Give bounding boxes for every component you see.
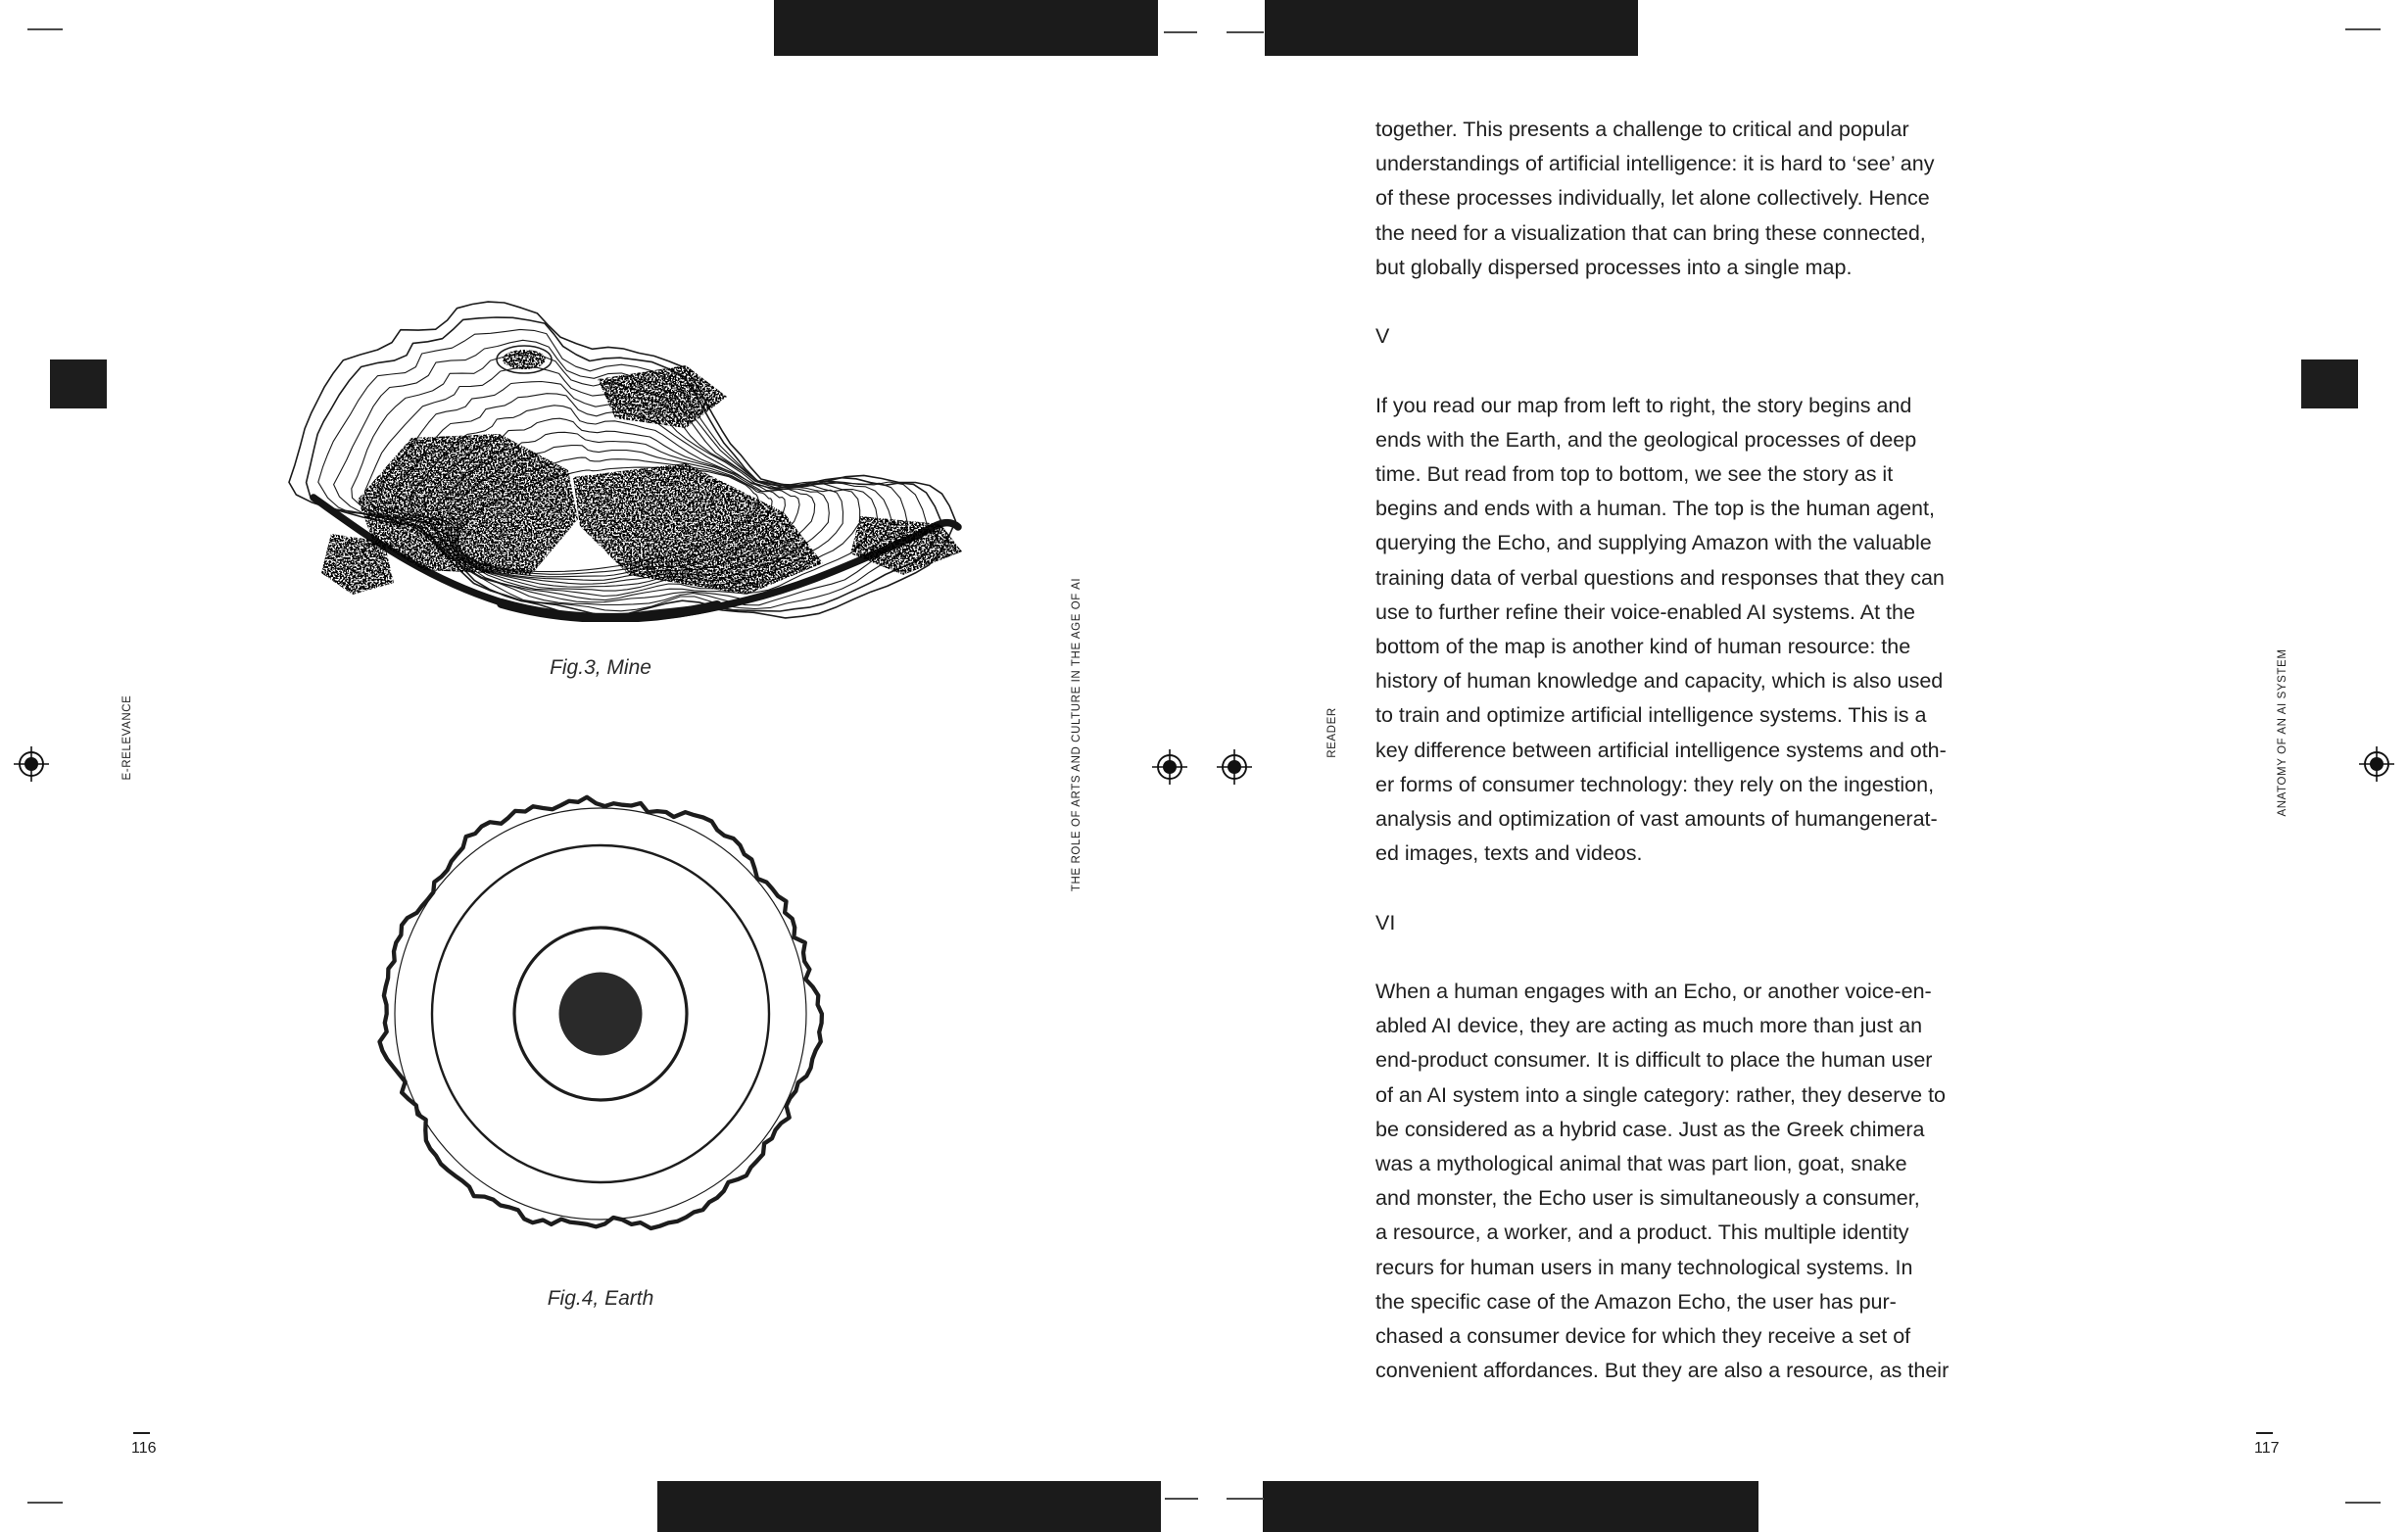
section-heading <box>1375 319 2042 354</box>
text-line: recurs for human users in many technological systems. In <box>1375 1255 1913 1279</box>
trim-mark <box>27 28 63 30</box>
text-line: querying the Echo, and supplying Amazon with the valuable <box>1375 531 1932 555</box>
registration-target-icon <box>12 744 51 784</box>
text-line: analysis and optimization of vast amounts of humangenerat- <box>1375 807 1938 832</box>
figure-caption: Fig.3, Mine <box>550 656 651 679</box>
text-line: and monster, the Echo user is simultaneously a consumer, <box>1375 1186 1920 1211</box>
text-line: together. This presents a challenge to critical and popular <box>1375 118 1909 141</box>
text-line: key difference between artificial intelligence systems and oth- <box>1375 738 1947 762</box>
trim-mark <box>1164 31 1197 33</box>
trim-mark <box>1227 1498 1264 1500</box>
folio-rule <box>133 1432 150 1434</box>
margin-label-reader: READER <box>1326 707 1338 758</box>
paragraph <box>1375 113 2042 285</box>
text-line: V <box>1375 324 1390 349</box>
registration-target-icon <box>2357 744 2396 784</box>
text-line: be considered as a hybrid case. Just as the Greek chimera <box>1375 1117 1925 1141</box>
page-number-left: 116 <box>131 1440 157 1457</box>
trim-mark <box>2345 28 2381 30</box>
printer-bar-top-right <box>1265 0 1638 56</box>
mine-contour-figure <box>274 289 970 622</box>
text-line: history of human knowledge and capacity, which is also used <box>1375 669 1944 694</box>
text-line: a resource, a worker, and a product. This multiple identity <box>1375 1221 1909 1245</box>
trim-mark <box>27 1502 63 1504</box>
text-line: of an AI system into a single category: rather, they deserve to <box>1375 1082 1947 1107</box>
color-patch <box>50 359 107 408</box>
text-line: the need for a visualization that can bring these connected, <box>1375 220 1926 245</box>
text-line: If you read our map from left to right, the story begins and <box>1375 393 1912 417</box>
text-line: was a mythological animal that was part lion, goat, snake <box>1375 1152 1907 1176</box>
registration-target-icon <box>1150 747 1189 787</box>
registration-mark-icon <box>1150 747 1189 787</box>
margin-label-chapter: ANATOMY OF AN AI SYSTEM <box>2277 648 2288 817</box>
page-number-right: 117 <box>2254 1440 2280 1457</box>
printer-bar-bottom-right <box>1263 1481 1758 1532</box>
text-line: chased a consumer device for which they receive a set of <box>1375 1324 1911 1349</box>
text-line: begins and ends with a human. The top is the human agent, <box>1375 497 1935 521</box>
text-line: end-product consumer. It is difficult to place the human user <box>1375 1048 1933 1073</box>
figure-caption: Fig.4, Earth <box>547 1287 654 1310</box>
registration-target-icon <box>1215 747 1254 787</box>
text-line: training data of verbal questions and responses that they can <box>1375 565 1945 590</box>
article-text-column <box>1375 113 2042 1423</box>
printer-bar-bottom-left <box>657 1481 1161 1532</box>
margin-label-subtitle: THE ROLE OF ARTS AND CULTURE IN THE AGE OF AI <box>1071 577 1083 892</box>
text-line: but globally dispersed processes into a single map. <box>1375 255 1853 279</box>
section-heading <box>1375 906 2042 940</box>
text-line: understandings of artificial intelligence: it is hard to ‘see’ any <box>1375 152 1935 176</box>
margin-label-series: E-RELEVANCE <box>121 694 133 781</box>
text-line: bottom of the map is another kind of human resource: the <box>1375 635 1911 659</box>
text-line: abled AI device, they are acting as much more than just an <box>1375 1014 1923 1038</box>
registration-mark-icon <box>12 744 51 784</box>
color-patch <box>2301 359 2358 408</box>
text-line: ends with the Earth, and the geological processes of deep <box>1375 427 1917 452</box>
text-line: When a human engages with an Echo, or another voice-en- <box>1375 980 1932 1004</box>
trim-mark <box>1227 31 1264 33</box>
text-line: ed images, texts and videos. <box>1375 841 1643 866</box>
trim-mark <box>2345 1502 2381 1504</box>
trim-mark <box>1165 1498 1198 1500</box>
text-line: convenient affordances. But they are also a resource, as their <box>1375 1359 1950 1383</box>
folio-rule <box>2256 1432 2273 1434</box>
registration-mark-icon <box>2357 744 2396 784</box>
paragraph <box>1375 975 2042 1388</box>
text-line: time. But read from top to bottom, we see the story as it <box>1375 462 1894 486</box>
text-line: the specific case of the Amazon Echo, the user has pur- <box>1375 1289 1897 1314</box>
text-line: VI <box>1375 910 1396 934</box>
registration-mark-icon <box>1215 747 1254 787</box>
text-line: use to further refine their voice-enabled AI systems. At the <box>1375 599 1915 624</box>
earth-rings-figure <box>375 789 826 1239</box>
text-line: of these processes individually, let alone collectively. Hence <box>1375 186 1930 211</box>
printer-bar-top-left <box>774 0 1158 56</box>
paragraph <box>1375 389 2042 872</box>
text-line: er forms of consumer technology: they rely on the ingestion, <box>1375 772 1935 796</box>
text-line: to train and optimize artificial intelligence systems. This is a <box>1375 703 1927 728</box>
